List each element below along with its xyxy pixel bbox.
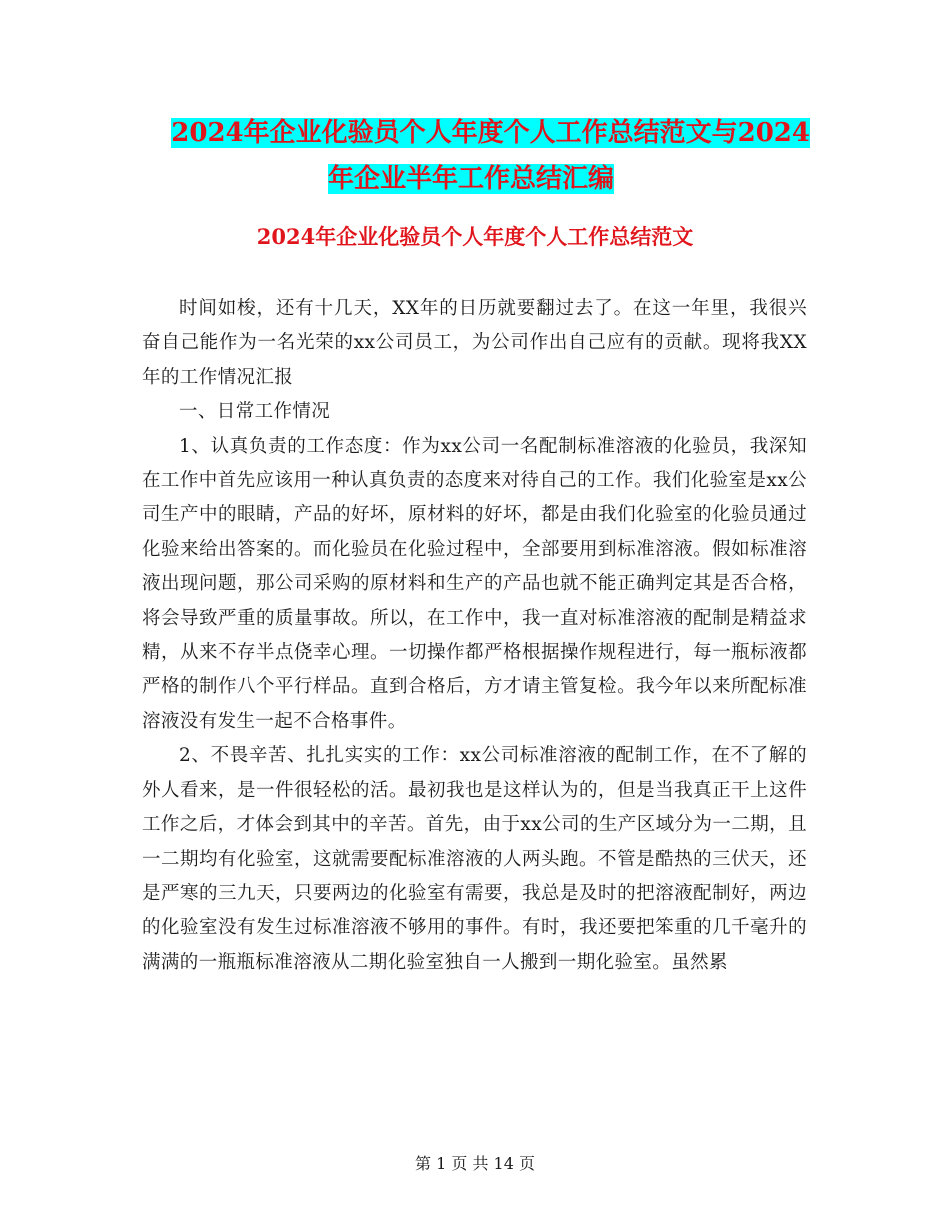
- page-footer: 第 1 页 共 14 页: [415, 1154, 535, 1173]
- section-title: 2024年企业化验员个人年度个人工作总结范文: [256, 224, 694, 249]
- document-title-line-2: 年企业半年工作总结汇编: [328, 164, 615, 194]
- paragraph-hard-work: 2、不畏辛苦、扎扎实实的工作：xx公司标准溶液的配制工作，在不了解的外人看来，是一件很轻松的活。最初我也是这样认为的，但是当我真正干上这件工作之后，才体会到其中的辛苦。首先，由于xx公司的生产区域分为一二期，且一二期均有化验室，这就需要配标准溶液的人两头跑。不管是酷热的三伏天，还是严寒的三九天，只要两边的化验室有需要，我总是及时的把溶液配制好，两边的化验室没有发生过标准溶液不够用的事件。有时，我还要把笨重的几千毫升的满满的一瓶瓶标准溶液从二期化验室独自一人搬到一期化验室。虽然累: [142, 745, 807, 973]
- paragraph-intro: 时间如梭，还有十几天，XX年的日历就要翻过去了。在这一年里，我很兴奋自己能作为一名光荣的xx公司员工，为公司作出自己应有的贡献。现将我XX年的工作情况汇报: [142, 298, 807, 388]
- paragraph-heading-daily-work: 一、日常工作情况: [179, 401, 331, 423]
- document-title-line-1: 2024年企业化验员个人年度个人工作总结范文与2024: [171, 118, 810, 148]
- body-text: [142, 292, 807, 980]
- paragraph-work-attitude: 1、认真负责的工作态度：作为xx公司一名配制标准溶液的化验员，我深知在工作中首先应该用一种认真负责的态度来对待自己的工作。我们化验室是xx公司生产中的眼睛，产品的好坏，原材料的好坏，都是由我们化验室的化验员通过化验来给出答案的。而化验员在化验过程中，全部要用到标准溶液。假如标准溶液出现问题，那公司采购的原材料和生产的产品也就不能正确判定其是否合格，将会导致严重的质量事故。所以，在工作中，我一直对标准溶液的配制是精益求精，从来不存半点侥幸心理。一切操作都严格根据操作规程进行，每一瓶标液都严格的制作八个平行样品。直到合格后，方才请主管复检。我今年以来所配标准溶液没有发生一起不合格事件。: [142, 435, 807, 732]
- document-title: [150, 110, 810, 202]
